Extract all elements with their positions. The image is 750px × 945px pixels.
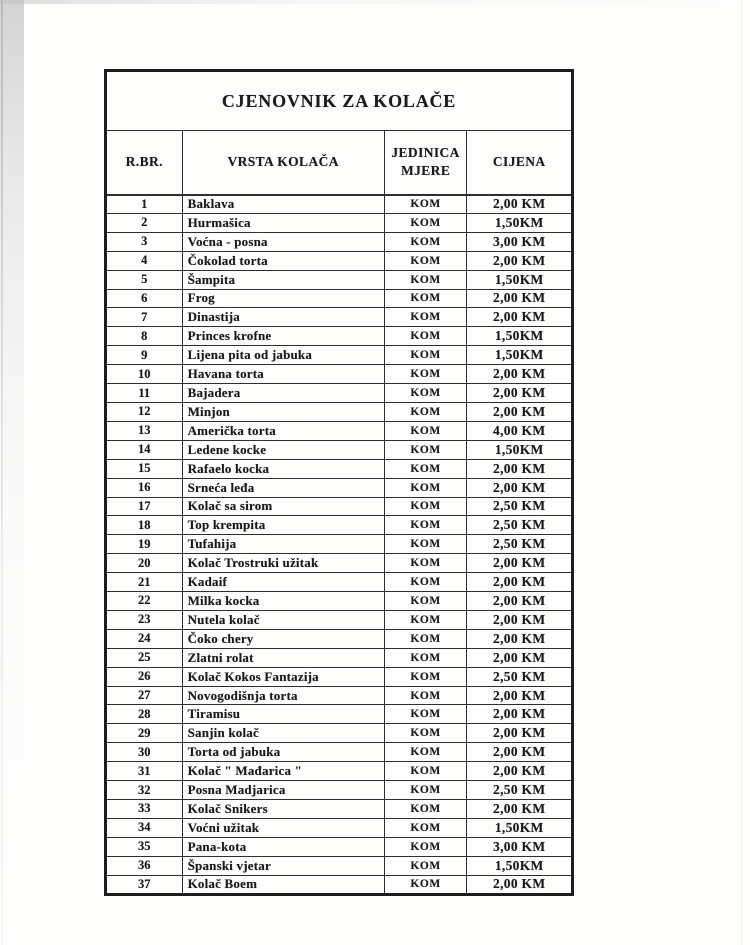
cell-price: 1,50KM [467,856,573,875]
cell-price: 1,50KM [467,440,573,459]
cell-row-number: 35 [106,837,183,856]
cell-unit: KOM [384,478,467,497]
column-header-row-number: R.BR. [106,131,183,195]
title-row [106,71,573,131]
cell-cake-name: Američka torta [182,421,384,440]
cell-unit: KOM [384,610,467,629]
cell-unit: KOM [384,573,467,592]
cell-cake-name: Voćni užitak [182,818,384,837]
cell-row-number: 7 [106,308,183,327]
cell-cake-name: Minjon [182,402,384,421]
cell-unit: KOM [384,232,467,251]
cell-row-number: 22 [106,592,183,611]
cell-row-number: 20 [106,554,183,573]
cell-cake-name: Kadaif [182,573,384,592]
cell-cake-name: Kolač Boem [182,875,384,894]
cell-cake-name: Baklava [182,195,384,214]
cell-unit: KOM [384,402,467,421]
cell-unit: KOM [384,554,467,573]
cell-price: 1,50KM [467,213,573,232]
cell-cake-name: Kolač Kokos Fantazija [182,667,384,686]
cell-row-number: 12 [106,402,183,421]
cell-price: 2,50 KM [467,535,573,554]
cell-price: 1,50KM [467,270,573,289]
cell-row-number: 11 [106,384,183,403]
cell-cake-name: Kolač sa sirom [182,497,384,516]
table-row [106,592,573,611]
cell-row-number: 9 [106,346,183,365]
price-table [104,69,574,896]
scan-edge-shadow-top [0,0,750,4]
cell-unit: KOM [384,875,467,894]
cell-cake-name: Srneća leđa [182,478,384,497]
cell-row-number: 8 [106,327,183,346]
scan-edge-shadow-left [0,0,24,945]
cell-price: 2,00 KM [467,289,573,308]
table-row [106,837,573,856]
page-title: CJENOVNIK ZA KOLAČE [106,71,573,131]
cell-row-number: 6 [106,289,183,308]
column-header-row [106,131,573,195]
cell-unit: KOM [384,516,467,535]
cell-row-number: 36 [106,856,183,875]
cell-cake-name: Kolač " Mađarica " [182,762,384,781]
cell-cake-name: Frog [182,289,384,308]
table-row [106,629,573,648]
column-header-unit-of-measure: JEDINICA MJERE [384,131,467,195]
cell-unit: KOM [384,308,467,327]
cell-price: 1,50KM [467,818,573,837]
cell-price: 1,50KM [467,327,573,346]
cell-price: 2,00 KM [467,875,573,894]
table-row [106,667,573,686]
price-table-container [104,69,574,896]
cell-unit: KOM [384,440,467,459]
cell-cake-name: Sanjin kolač [182,724,384,743]
cell-unit: KOM [384,648,467,667]
cell-cake-name: Posna Madjarica [182,781,384,800]
table-row [106,800,573,819]
table-row [106,610,573,629]
cell-unit: KOM [384,686,467,705]
price-table-body [106,71,573,895]
cell-unit: KOM [384,270,467,289]
cell-price: 3,00 KM [467,232,573,251]
cell-row-number: 24 [106,629,183,648]
cell-cake-name: Bajadera [182,384,384,403]
cell-price: 2,00 KM [467,365,573,384]
cell-cake-name: Nutela kolač [182,610,384,629]
table-row [106,818,573,837]
cell-unit: KOM [384,743,467,762]
cell-row-number: 33 [106,800,183,819]
cell-row-number: 19 [106,535,183,554]
cell-unit: KOM [384,837,467,856]
cell-unit: KOM [384,289,467,308]
cell-row-number: 37 [106,875,183,894]
cell-price: 2,00 KM [467,195,573,214]
cell-price: 1,50KM [467,346,573,365]
cell-cake-name: Dinastija [182,308,384,327]
column-header-cake-type: VRSTA KOLAČA [182,131,384,195]
cell-unit: KOM [384,459,467,478]
cell-unit: KOM [384,629,467,648]
cell-row-number: 21 [106,573,183,592]
cell-row-number: 26 [106,667,183,686]
table-row [106,516,573,535]
cell-unit: KOM [384,762,467,781]
cell-price: 2,00 KM [467,648,573,667]
cell-cake-name: Tufahija [182,535,384,554]
cell-unit: KOM [384,535,467,554]
cell-row-number: 17 [106,497,183,516]
cell-price: 3,00 KM [467,837,573,856]
cell-row-number: 31 [106,762,183,781]
cell-unit: KOM [384,705,467,724]
cell-price: 2,00 KM [467,554,573,573]
table-row [106,554,573,573]
table-row [106,724,573,743]
cell-cake-name: Kolač Snikers [182,800,384,819]
cell-cake-name: Lijena pita od jabuka [182,346,384,365]
cell-row-number: 34 [106,818,183,837]
cell-row-number: 5 [106,270,183,289]
cell-row-number: 25 [106,648,183,667]
cell-unit: KOM [384,365,467,384]
cell-unit: KOM [384,856,467,875]
cell-row-number: 2 [106,213,183,232]
table-row [106,497,573,516]
table-row [106,440,573,459]
cell-row-number: 23 [106,610,183,629]
table-row [106,308,573,327]
cell-price: 2,00 KM [467,724,573,743]
table-row [106,781,573,800]
column-header-price: CIJENA [467,131,573,195]
cell-cake-name: Kolač Trostruki užitak [182,554,384,573]
cell-row-number: 3 [106,232,183,251]
cell-price: 2,00 KM [467,686,573,705]
table-row [106,743,573,762]
cell-unit: KOM [384,818,467,837]
cell-row-number: 1 [106,195,183,214]
cell-row-number: 15 [106,459,183,478]
cell-price: 2,00 KM [467,705,573,724]
cell-cake-name: Voćna - posna [182,232,384,251]
cell-price: 2,00 KM [467,610,573,629]
cell-price: 2,00 KM [467,800,573,819]
cell-unit: KOM [384,724,467,743]
cell-price: 2,00 KM [467,384,573,403]
cell-cake-name: Pana-kota [182,837,384,856]
cell-price: 2,00 KM [467,402,573,421]
cell-cake-name: Čokolad torta [182,251,384,270]
cell-price: 2,00 KM [467,629,573,648]
cell-cake-name: Novogodišnja torta [182,686,384,705]
cell-row-number: 28 [106,705,183,724]
cell-cake-name: Zlatni rolat [182,648,384,667]
table-row [106,648,573,667]
cell-row-number: 16 [106,478,183,497]
cell-row-number: 29 [106,724,183,743]
cell-unit: KOM [384,421,467,440]
cell-price: 2,00 KM [467,573,573,592]
cell-price: 2,50 KM [467,781,573,800]
table-row [106,289,573,308]
cell-price: 2,50 KM [467,516,573,535]
table-row [106,478,573,497]
cell-unit: KOM [384,781,467,800]
cell-unit: KOM [384,327,467,346]
cell-price: 2,00 KM [467,762,573,781]
cell-unit: KOM [384,213,467,232]
cell-cake-name: Čoko chery [182,629,384,648]
cell-unit: KOM [384,592,467,611]
table-row [106,686,573,705]
cell-row-number: 10 [106,365,183,384]
cell-cake-name: Havana torta [182,365,384,384]
cell-cake-name: Hurmašica [182,213,384,232]
cell-row-number: 4 [106,251,183,270]
table-row [106,421,573,440]
cell-price: 2,00 KM [467,478,573,497]
table-row [106,346,573,365]
cell-unit: KOM [384,384,467,403]
cell-row-number: 14 [106,440,183,459]
cell-cake-name: Torta od jabuka [182,743,384,762]
cell-price: 2,00 KM [467,592,573,611]
cell-row-number: 18 [106,516,183,535]
table-row [106,232,573,251]
cell-cake-name: Šampita [182,270,384,289]
cell-unit: KOM [384,195,467,214]
table-row [106,384,573,403]
table-row [106,705,573,724]
cell-row-number: 27 [106,686,183,705]
table-row [106,573,573,592]
cell-cake-name: Ledene kocke [182,440,384,459]
cell-price: 2,50 KM [467,497,573,516]
table-row [106,459,573,478]
cell-row-number: 13 [106,421,183,440]
cell-price: 2,00 KM [467,459,573,478]
table-row [106,195,573,214]
table-row [106,327,573,346]
cell-price: 2,00 KM [467,308,573,327]
table-row [106,270,573,289]
cell-cake-name: Princes krofne [182,327,384,346]
table-row [106,535,573,554]
cell-row-number: 32 [106,781,183,800]
cell-price: 2,50 KM [467,667,573,686]
cell-cake-name: Top krempita [182,516,384,535]
cell-unit: KOM [384,800,467,819]
cell-row-number: 30 [106,743,183,762]
cell-unit: KOM [384,251,467,270]
table-row [106,762,573,781]
scan-edge-line-right [741,0,742,945]
cell-unit: KOM [384,497,467,516]
cell-price: 2,00 KM [467,743,573,762]
table-row [106,213,573,232]
table-row [106,251,573,270]
cell-price: 2,00 KM [467,251,573,270]
cell-cake-name: Tiramisu [182,705,384,724]
cell-unit: KOM [384,346,467,365]
table-row [106,875,573,894]
table-row [106,856,573,875]
cell-cake-name: Milka kocka [182,592,384,611]
cell-unit: KOM [384,667,467,686]
cell-cake-name: Španski vjetar [182,856,384,875]
table-row [106,402,573,421]
table-row [106,365,573,384]
cell-cake-name: Rafaelo kocka [182,459,384,478]
cell-price: 4,00 KM [467,421,573,440]
